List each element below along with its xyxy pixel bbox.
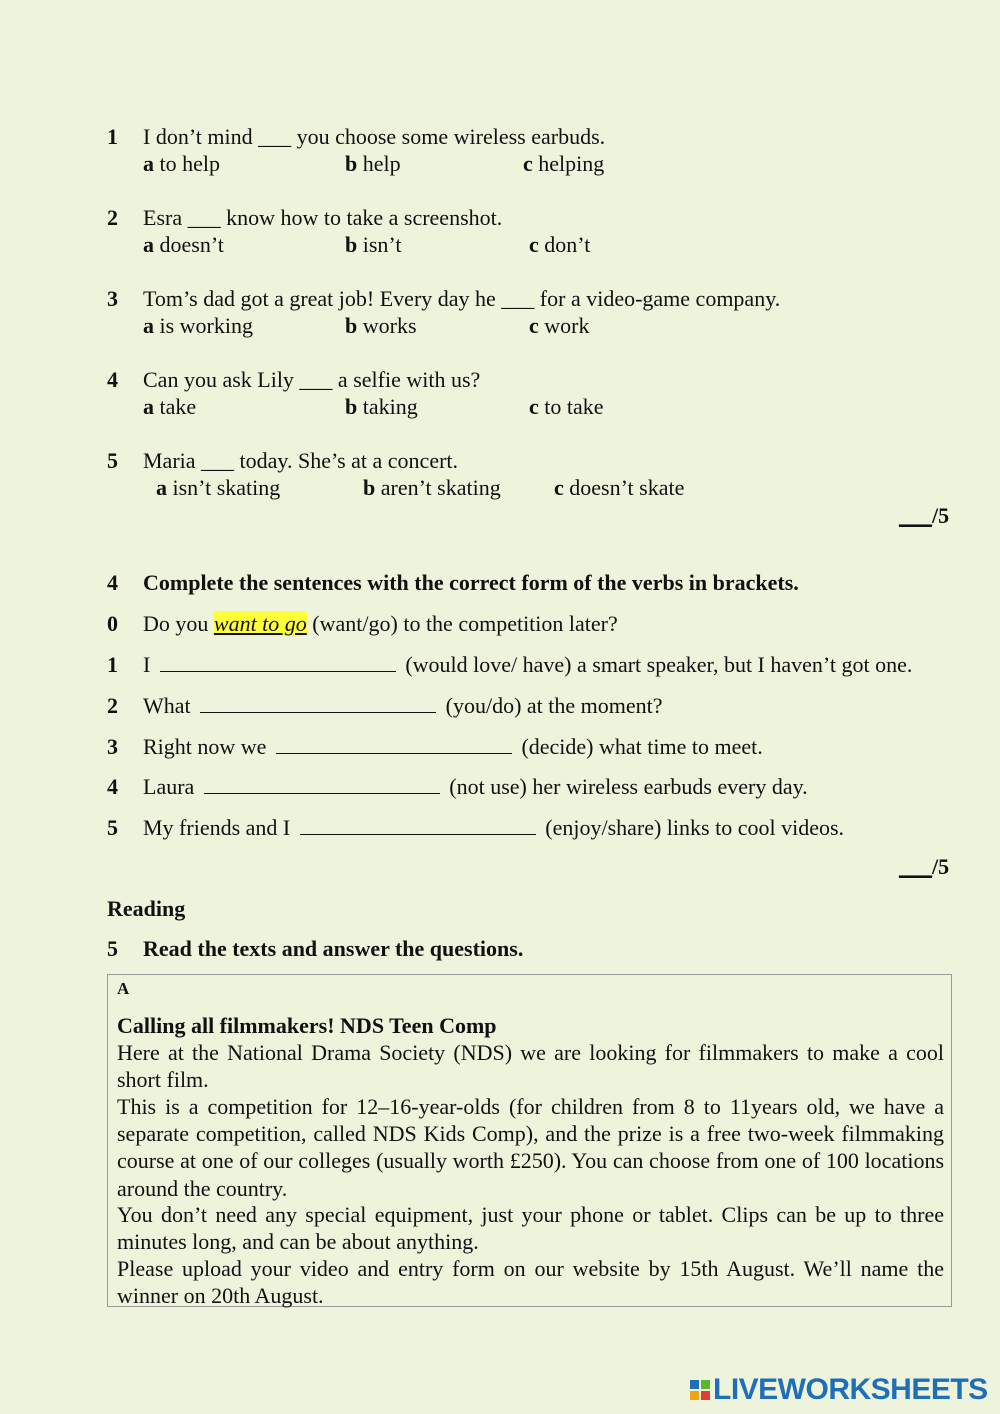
item-sentence: My friends and I (enjoy/share) links to cool videos.	[143, 815, 845, 840]
score-gapfill	[899, 854, 949, 880]
question-text: Tom’s dad got a great job! Every day he ___ for a video-game company.	[143, 286, 781, 311]
item-sentence: Right now we (decide) what time to meet.	[143, 734, 763, 759]
liveworksheets-logo[interactable]	[690, 1374, 988, 1406]
question-text: Can you ask Lily ___ a selfie with us?	[143, 367, 481, 392]
example-number: 0	[107, 611, 118, 636]
option-a[interactable]: a doesn’t	[143, 232, 224, 257]
option-c[interactable]: c work	[529, 313, 590, 338]
option-a[interactable]: a is working	[143, 313, 253, 338]
exercise-number: 5	[107, 936, 118, 961]
option-b[interactable]: b taking	[345, 394, 418, 419]
text-paragraph: Here at the National Drama Society (NDS) we are looking for filmmakers to make a cool short film.	[117, 1040, 944, 1093]
answer-blank[interactable]	[300, 814, 536, 835]
logo-text: LIVEWORKSHEETS	[713, 1373, 988, 1406]
answer-blank[interactable]	[204, 773, 440, 794]
option-c[interactable]: c helping	[523, 151, 605, 176]
question-number: 2	[107, 205, 118, 230]
text-paragraph: You don’t need any special equipment, just your phone or tablet. Clips can be up to three minutes long, and can be about anything.	[117, 1202, 944, 1255]
answer-blank[interactable]	[276, 733, 512, 754]
option-b[interactable]: b aren’t skating	[363, 475, 501, 500]
score-blank[interactable]: ___	[899, 503, 932, 528]
option-c[interactable]: c doesn’t skate	[554, 475, 685, 500]
answer-blank[interactable]	[200, 692, 436, 713]
option-c[interactable]: c don’t	[529, 232, 591, 257]
item-sentence: What (you/do) at the moment?	[143, 693, 663, 718]
option-a[interactable]: a to help	[143, 151, 220, 176]
example-sentence: Do you want to go (want/go) to the competition later?	[143, 611, 618, 636]
question-text: Maria ___ today. She’s at a concert.	[143, 448, 459, 473]
question-text: I don’t mind ___ you choose some wireless earbuds.	[143, 124, 606, 149]
example-answer: want to go	[213, 611, 307, 636]
exercise-number: 4	[107, 570, 118, 595]
section-heading: Reading	[107, 896, 186, 921]
item-sentence: Laura (not use) her wireless earbuds every day.	[143, 774, 808, 799]
item-number: 4	[107, 774, 118, 799]
item-number: 3	[107, 734, 118, 759]
text-label: A	[117, 979, 130, 998]
logo-icon	[690, 1380, 710, 1400]
score-mc	[899, 503, 949, 529]
option-a[interactable]: a isn’t skating	[156, 475, 281, 500]
item-number: 5	[107, 815, 118, 840]
reading-text-box	[107, 974, 952, 1307]
text-paragraph: Please upload your video and entry form on our website by 15th August. We’ll name the winner on 20th August.	[117, 1256, 944, 1309]
score-blank[interactable]: ___	[899, 854, 932, 879]
exercise-instruction: Read the texts and answer the questions.	[143, 936, 524, 961]
answer-blank[interactable]	[160, 651, 396, 672]
item-number: 1	[107, 652, 118, 677]
option-b[interactable]: b isn’t	[345, 232, 402, 257]
option-b[interactable]: b help	[345, 151, 401, 176]
option-c[interactable]: c to take	[529, 394, 604, 419]
question-number: 5	[107, 448, 118, 473]
text-paragraph: This is a competition for 12–16-year-olds (for children from 8 to 11years old, we have a separate competition, called NDS Kids Comp), and the prize is a free two-week filmmaking course at one of our colleges (usually worth £250). You can choose from one of 100 locations around the country.	[117, 1094, 944, 1201]
question-number: 4	[107, 367, 118, 392]
question-number: 3	[107, 286, 118, 311]
item-number: 2	[107, 693, 118, 718]
option-b[interactable]: b works	[345, 313, 417, 338]
option-a[interactable]: a take	[143, 394, 197, 419]
question-text: Esra ___ know how to take a screenshot.	[143, 205, 503, 230]
score-total: /5	[932, 503, 950, 528]
text-title: Calling all filmmakers! NDS Teen Comp	[117, 1013, 497, 1038]
item-sentence: I (would love/ have) a smart speaker, but I haven’t got one.	[143, 652, 913, 677]
exercise-instruction: Complete the sentences with the correct form of the verbs in brackets.	[143, 570, 799, 595]
score-total: /5	[932, 854, 950, 879]
question-number: 1	[107, 124, 118, 149]
